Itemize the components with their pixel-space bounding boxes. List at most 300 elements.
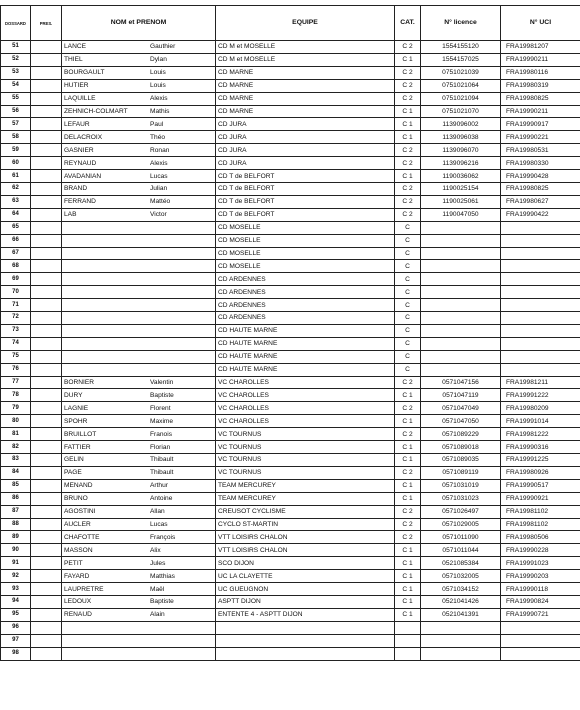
first-name: Franois [150, 430, 172, 438]
category-cell: C 1 [395, 441, 421, 454]
uci-cell: FRA19990517 [501, 479, 580, 492]
presence-cell [31, 260, 62, 273]
name-cell [62, 479, 216, 492]
licence-cell [421, 221, 501, 234]
table-row [1, 363, 580, 376]
team-cell: CD JURA [216, 131, 395, 144]
table-row [1, 273, 580, 286]
category-cell: C [395, 260, 421, 273]
last-name: PAGE [64, 469, 82, 477]
presence-cell [31, 428, 62, 441]
dossard-cell: 91 [1, 557, 31, 570]
first-name: Paul [150, 120, 164, 128]
table-row [1, 92, 580, 105]
team-cell [216, 634, 395, 647]
uci-cell [501, 286, 580, 299]
licence-cell: 0751021070 [421, 105, 501, 118]
dossard-cell: 66 [1, 234, 31, 247]
team-cell: VC CHAROLLES [216, 415, 395, 428]
presence-cell [31, 247, 62, 260]
first-name: Alexis [150, 159, 168, 167]
dossard-cell: 60 [1, 157, 31, 170]
first-name: Arthur [150, 482, 168, 490]
name-cell [62, 350, 216, 363]
dossard-cell: 80 [1, 415, 31, 428]
dossard-cell: 93 [1, 583, 31, 596]
team-cell: CD MOSELLE [216, 260, 395, 273]
last-name: SPOHR [64, 417, 88, 425]
table-row [1, 428, 580, 441]
last-name: AGOSTINI [64, 508, 96, 516]
category-cell: C [395, 247, 421, 260]
last-name: FAYARD [64, 572, 90, 580]
dossard-cell: 54 [1, 79, 31, 92]
team-cell: CD T de BELFORT [216, 170, 395, 183]
category-cell: C 1 [395, 415, 421, 428]
presence-cell [31, 234, 62, 247]
uci-cell: FRA19980926 [501, 466, 580, 479]
table-row [1, 221, 580, 234]
category-cell: C 2 [395, 92, 421, 105]
dossard-cell: 59 [1, 144, 31, 157]
presence-cell [31, 492, 62, 505]
presence-cell [31, 324, 62, 337]
name-cell [62, 428, 216, 441]
dossard-cell: 87 [1, 505, 31, 518]
presence-cell [31, 157, 62, 170]
uci-cell: FRA19991023 [501, 557, 580, 570]
licence-cell: 0521041426 [421, 595, 501, 608]
name-cell [62, 376, 216, 389]
team-cell: CD MOSELLE [216, 234, 395, 247]
team-cell: CD MOSELLE [216, 221, 395, 234]
team-cell: CD ARDENNES [216, 286, 395, 299]
uci-cell [501, 324, 580, 337]
table-row [1, 299, 580, 312]
licence-cell: 0521041391 [421, 608, 501, 621]
first-name: Lucas [150, 520, 168, 528]
licence-cell: 0571047050 [421, 415, 501, 428]
category-cell: C 2 [395, 466, 421, 479]
dossard-cell: 97 [1, 634, 31, 647]
licence-cell: 0571089119 [421, 466, 501, 479]
uci-cell: FRA19980330 [501, 157, 580, 170]
team-cell: UC GUEUGNON [216, 583, 395, 596]
uci-cell: FRA19991014 [501, 415, 580, 428]
uci-cell: FRA19990211 [501, 105, 580, 118]
licence-cell [421, 363, 501, 376]
dossard-cell: 72 [1, 312, 31, 325]
category-cell: C 2 [395, 144, 421, 157]
first-name: Florent [150, 404, 171, 412]
licence-cell [421, 260, 501, 273]
dossard-cell: 63 [1, 195, 31, 208]
last-name: BRAND [64, 185, 88, 193]
table-row [1, 234, 580, 247]
presence-cell [31, 41, 62, 54]
name-cell [62, 273, 216, 286]
dossard-cell: 69 [1, 273, 31, 286]
name-cell [62, 570, 216, 583]
table-row [1, 66, 580, 79]
uci-cell [501, 260, 580, 273]
licence-cell: 0571031023 [421, 492, 501, 505]
table-row [1, 144, 580, 157]
last-name: MENAND [64, 482, 93, 490]
uci-cell: FRA19990917 [501, 118, 580, 131]
name-cell [62, 363, 216, 376]
last-name: CHAFOTTE [64, 533, 100, 541]
dossard-cell: 81 [1, 428, 31, 441]
dossard-cell: 73 [1, 324, 31, 337]
presence-cell [31, 144, 62, 157]
presence-cell [31, 312, 62, 325]
team-cell: VTT LOISIRS CHALON [216, 544, 395, 557]
presence-cell [31, 66, 62, 79]
name-cell [62, 312, 216, 325]
last-name: AVADANIAN [64, 172, 102, 180]
licence-cell: 0751021039 [421, 66, 501, 79]
category-cell [395, 634, 421, 647]
last-name: LAQUILLE [64, 95, 96, 103]
licence-cell: 0571089035 [421, 454, 501, 467]
licence-cell [421, 647, 501, 660]
name-cell [62, 299, 216, 312]
presence-cell [31, 647, 62, 660]
licence-cell [421, 350, 501, 363]
uci-cell [501, 634, 580, 647]
licence-cell: 0571089229 [421, 428, 501, 441]
last-name: LEFAUR [64, 120, 90, 128]
licence-cell: 0571031019 [421, 479, 501, 492]
uci-cell [501, 234, 580, 247]
last-name: LAGNIE [64, 404, 89, 412]
team-cell: VC TOURNUS [216, 441, 395, 454]
last-name: LANCE [64, 43, 86, 51]
dossard-cell: 79 [1, 402, 31, 415]
table-row [1, 260, 580, 273]
presence-cell [31, 208, 62, 221]
dossard-cell: 64 [1, 208, 31, 221]
uci-cell [501, 312, 580, 325]
licence-cell [421, 337, 501, 350]
team-cell: CD MOSELLE [216, 247, 395, 260]
name-cell [62, 402, 216, 415]
first-name: Jules [150, 559, 166, 567]
table-row [1, 376, 580, 389]
dossard-cell: 53 [1, 66, 31, 79]
table-row [1, 621, 580, 634]
uci-cell [501, 337, 580, 350]
category-cell: C 1 [395, 608, 421, 621]
name-cell [62, 144, 216, 157]
uci-cell [501, 363, 580, 376]
last-name: THIEL [64, 56, 83, 64]
licence-cell [421, 286, 501, 299]
category-cell: C 1 [395, 389, 421, 402]
presence-cell [31, 570, 62, 583]
team-cell: UC LA CLAYETTE [216, 570, 395, 583]
licence-cell: 0571032005 [421, 570, 501, 583]
uci-cell: FRA19990422 [501, 208, 580, 221]
table-row [1, 518, 580, 531]
category-cell: C 1 [395, 479, 421, 492]
licence-cell: 0751021094 [421, 92, 501, 105]
header-pres: PRES. [31, 6, 62, 41]
presence-cell [31, 441, 62, 454]
dossard-cell: 88 [1, 518, 31, 531]
table-row [1, 105, 580, 118]
first-name: Lucas [150, 172, 168, 180]
first-name: Baptiste [150, 598, 174, 606]
category-cell: C [395, 221, 421, 234]
dossard-cell: 83 [1, 454, 31, 467]
dossard-cell: 82 [1, 441, 31, 454]
dossard-cell: 52 [1, 53, 31, 66]
presence-cell [31, 170, 62, 183]
licence-cell: 1190036062 [421, 170, 501, 183]
team-cell: CD JURA [216, 157, 395, 170]
category-cell: C 1 [395, 583, 421, 596]
licence-cell [421, 621, 501, 634]
team-cell: CD T de BELFORT [216, 195, 395, 208]
licence-cell: 1554157025 [421, 53, 501, 66]
uci-cell: FRA19981211 [501, 376, 580, 389]
uci-cell [501, 350, 580, 363]
last-name: FATTIER [64, 443, 91, 451]
licence-cell: 0571089018 [421, 441, 501, 454]
licence-cell: 0521085384 [421, 557, 501, 570]
table-row [1, 53, 580, 66]
category-cell: C [395, 363, 421, 376]
name-cell [62, 92, 216, 105]
presence-cell [31, 634, 62, 647]
uci-cell: FRA19991222 [501, 389, 580, 402]
uci-cell [501, 621, 580, 634]
team-cell: CD HAUTE MARNE [216, 337, 395, 350]
team-cell: TEAM MERCUREY [216, 492, 395, 505]
category-cell: C [395, 299, 421, 312]
name-cell [62, 595, 216, 608]
table-row [1, 466, 580, 479]
first-name: Dylan [150, 56, 167, 64]
team-cell: CD JURA [216, 144, 395, 157]
team-cell: CD ARDENNES [216, 273, 395, 286]
name-cell [62, 492, 216, 505]
team-cell: VC TOURNUS [216, 454, 395, 467]
team-cell: CD MARNE [216, 92, 395, 105]
uci-cell: FRA19980116 [501, 66, 580, 79]
table-body [1, 41, 580, 661]
licence-cell: 1139096070 [421, 144, 501, 157]
team-cell: CD M et MOSELLE [216, 41, 395, 54]
dossard-cell: 67 [1, 247, 31, 260]
category-cell: C [395, 312, 421, 325]
table-row [1, 479, 580, 492]
presence-cell [31, 505, 62, 518]
presence-cell [31, 415, 62, 428]
licence-cell: 0571026497 [421, 505, 501, 518]
dossard-cell: 74 [1, 337, 31, 350]
presence-cell [31, 299, 62, 312]
first-name: Maxime [150, 417, 174, 425]
team-cell: CD HAUTE MARNE [216, 363, 395, 376]
licence-cell: 0571034152 [421, 583, 501, 596]
table-row [1, 608, 580, 621]
table-row [1, 389, 580, 402]
licence-cell: 1139096002 [421, 118, 501, 131]
table-row [1, 441, 580, 454]
name-cell [62, 324, 216, 337]
licence-cell: 1554155120 [421, 41, 501, 54]
name-cell [62, 208, 216, 221]
licence-cell [421, 634, 501, 647]
uci-cell: FRA19990824 [501, 595, 580, 608]
licence-cell: 0571047049 [421, 402, 501, 415]
team-cell [216, 621, 395, 634]
licence-cell: 1139096038 [421, 131, 501, 144]
table-row [1, 492, 580, 505]
table-row [1, 208, 580, 221]
name-cell [62, 608, 216, 621]
table-row [1, 157, 580, 170]
team-cell: VC TOURNUS [216, 428, 395, 441]
table-row [1, 118, 580, 131]
licence-cell: 0751021064 [421, 79, 501, 92]
licence-cell: 1139096216 [421, 157, 501, 170]
last-name: PETIT [64, 559, 83, 567]
team-cell: CREUSOT CYCLISME [216, 505, 395, 518]
presence-cell [31, 376, 62, 389]
first-name: Valentin [150, 379, 174, 387]
uci-cell: FRA19990211 [501, 53, 580, 66]
presence-cell [31, 182, 62, 195]
category-cell: C 2 [395, 505, 421, 518]
uci-cell: FRA19990921 [501, 492, 580, 505]
category-cell: C 2 [395, 182, 421, 195]
licence-cell [421, 324, 501, 337]
first-name: Mattéo [150, 198, 171, 206]
category-cell: C [395, 234, 421, 247]
header-nom-prenom: NOM et PRENOM [62, 6, 216, 41]
dossard-cell: 77 [1, 376, 31, 389]
dossard-cell: 95 [1, 608, 31, 621]
team-cell: CD HAUTE MARNE [216, 350, 395, 363]
category-cell [395, 621, 421, 634]
presence-cell [31, 118, 62, 131]
dossard-cell: 75 [1, 350, 31, 363]
table-row [1, 570, 580, 583]
team-cell: VC TOURNUS [216, 466, 395, 479]
name-cell [62, 415, 216, 428]
name-cell [62, 557, 216, 570]
presence-cell [31, 195, 62, 208]
team-cell: CD T de BELFORT [216, 182, 395, 195]
dossard-cell: 96 [1, 621, 31, 634]
category-cell: C 1 [395, 557, 421, 570]
first-name: Baptiste [150, 391, 174, 399]
presence-cell [31, 454, 62, 467]
category-cell: C 1 [395, 595, 421, 608]
presence-cell [31, 479, 62, 492]
presence-cell [31, 544, 62, 557]
team-cell: CD M et MOSELLE [216, 53, 395, 66]
first-name: Ronan [150, 146, 170, 154]
uci-cell: FRA19990721 [501, 608, 580, 621]
category-cell: C 1 [395, 53, 421, 66]
licence-cell [421, 234, 501, 247]
presence-cell [31, 518, 62, 531]
table-row [1, 415, 580, 428]
table-row [1, 454, 580, 467]
first-name: Thibault [150, 469, 174, 477]
dossard-cell: 90 [1, 544, 31, 557]
table-row [1, 170, 580, 183]
first-name: Louis [150, 69, 166, 77]
table-row [1, 544, 580, 557]
presence-cell [31, 92, 62, 105]
first-name: Alix [150, 546, 161, 554]
last-name: REYNAUD [64, 159, 97, 167]
category-cell: C 1 [395, 570, 421, 583]
table-row [1, 324, 580, 337]
category-cell: C 1 [395, 131, 421, 144]
uci-cell: FRA19990203 [501, 570, 580, 583]
table-row [1, 131, 580, 144]
table-row [1, 41, 580, 54]
table-row [1, 337, 580, 350]
uci-cell: FRA19981222 [501, 428, 580, 441]
category-cell: C 1 [395, 544, 421, 557]
last-name: HUTIER [64, 82, 89, 90]
table-row [1, 247, 580, 260]
last-name: BOURGAULT [64, 69, 105, 77]
name-cell [62, 170, 216, 183]
presence-cell [31, 337, 62, 350]
uci-cell: FRA19991225 [501, 454, 580, 467]
licence-cell: 0571047156 [421, 376, 501, 389]
first-name: Florian [150, 443, 171, 451]
last-name: LAUPRETRE [64, 585, 104, 593]
uci-cell: FRA19980319 [501, 79, 580, 92]
presence-cell [31, 595, 62, 608]
licence-cell: 0571011044 [421, 544, 501, 557]
table-row [1, 634, 580, 647]
header-cat: CAT. [395, 6, 421, 41]
entry-list-table [0, 5, 580, 661]
first-name: Thibault [150, 456, 174, 464]
first-name: Allan [150, 508, 165, 516]
team-cell [216, 647, 395, 660]
last-name: AUCLER [64, 520, 91, 528]
table-row [1, 595, 580, 608]
team-cell: CYCLO ST-MARTIN [216, 518, 395, 531]
name-cell [62, 337, 216, 350]
dossard-cell: 98 [1, 647, 31, 660]
category-cell: C 2 [395, 208, 421, 221]
presence-cell [31, 363, 62, 376]
name-cell [62, 247, 216, 260]
dossard-cell: 57 [1, 118, 31, 131]
table-row [1, 402, 580, 415]
table-row [1, 505, 580, 518]
first-name: Gauthier [150, 43, 176, 51]
presence-cell [31, 466, 62, 479]
table-row [1, 312, 580, 325]
uci-cell: FRA19990228 [501, 544, 580, 557]
team-cell: ASPTT DIJON [216, 595, 395, 608]
name-cell [62, 647, 216, 660]
